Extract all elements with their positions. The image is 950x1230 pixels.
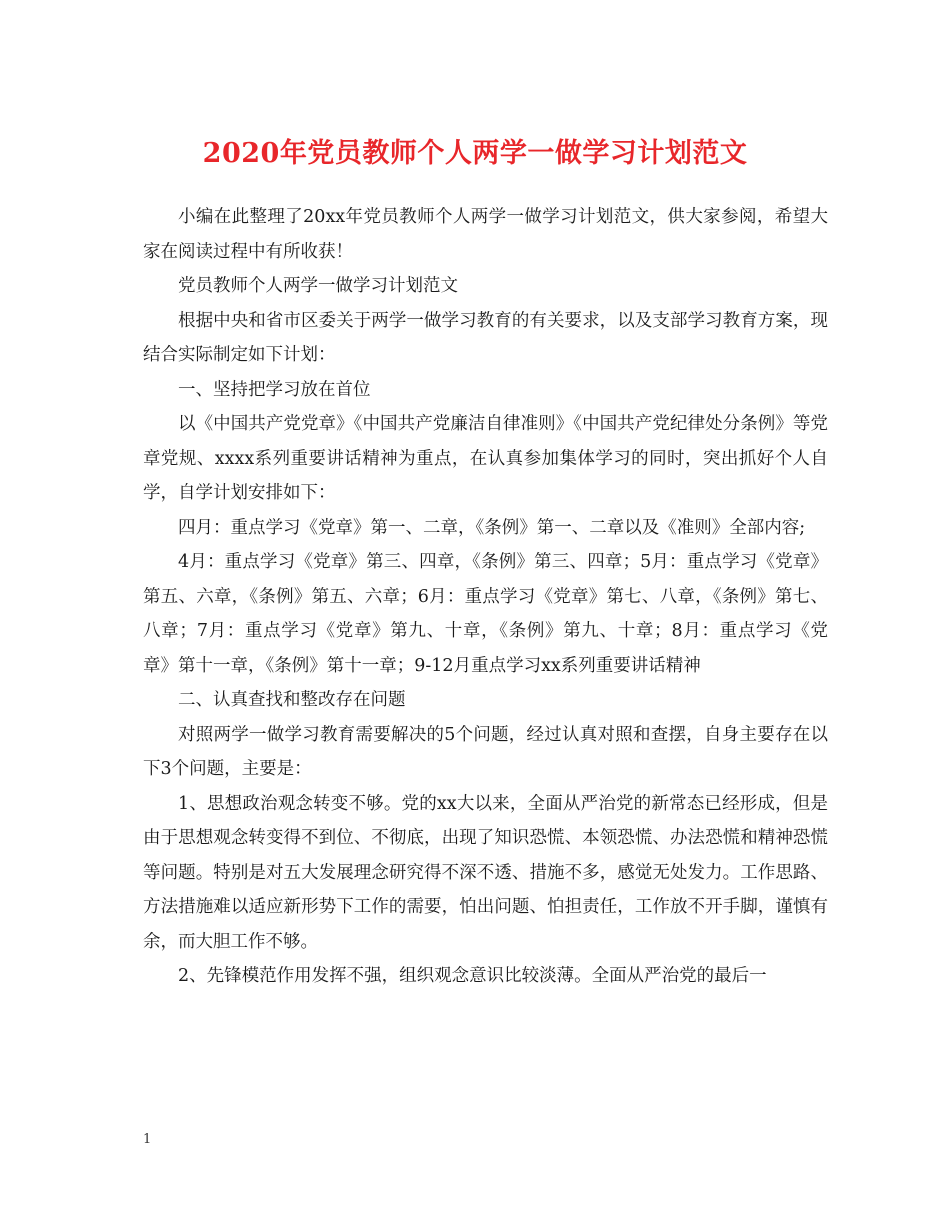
paragraph-study-focus: 以《中国共产党党章》《中国共产党廉洁自律准则》《中国共产党纪律处分条例》等党章党规、xxxx系列重要讲话精神为重点，在认真参加集体学习的同时，突出抓好个人自学，自学计划安排如下： xyxy=(143,414,828,503)
paragraph-problem-1: 1、思想政治观念转变不够。党的xx大以来，全面从严治党的新常态已经形成，但是由于思想观念转变得不到位、不彻底，出现了知识恐慌、本领恐慌、办法恐慌和精神恐慌等问题。特别是对五大发展理念研究得不深不透、措施不多，感觉无处发力。工作思路、方法措施难以适应新形势下工作的需要，怕出问题、怕担责任，工作放不开手脚，谨慎有余，而大胆工作不够。 xyxy=(143,793,828,952)
paragraph-basis: 根据中央和省市区委关于两学一做学习教育的有关要求，以及支部学习教育方案，现结合实际制定如下计划： xyxy=(143,310,828,365)
paragraph-intro: 小编在此整理了20xx年党员教师个人两学一做学习计划范文，供大家参阅，希望大家在阅读过程中有所收获！ xyxy=(143,207,828,262)
paragraph-april-plan: 四月：重点学习《党章》第一、二章，《条例》第一、二章以及《准则》全部内容; xyxy=(178,517,806,538)
paragraph-problems-intro: 对照两学一做学习教育需要解决的5个问题，经过认真对照和查摆，自身主要存在以下3个问题，主要是： xyxy=(143,724,828,779)
section-heading-1: 一、坚持把学习放在首位 xyxy=(178,379,371,400)
paragraph-subtitle: 党员教师个人两学一做学习计划范文 xyxy=(178,276,458,296)
paragraph-monthly-plan: 4月：重点学习《党章》第三、四章，《条例》第三、四章；5月：重点学习《党章》第五、六章，《条例》第五、六章；6月：重点学习《党章》第七、八章，《条例》第七、八章；7月：重点学习《党章》第九、十章，《条例》第九、十章；8月：重点学习《党章》第十一章，《条例》第十一章；9-12月重点学习xx系列重要讲话精神 xyxy=(143,552,828,676)
document-body xyxy=(143,200,828,994)
document-title: 2020年党员教师个人两学一做学习计划范文 xyxy=(202,138,748,169)
section-heading-2: 二、认真查找和整改存在问题 xyxy=(178,690,406,710)
page-number: 1 xyxy=(143,1132,152,1147)
paragraph-problem-2: 2、先锋模范作用发挥不强，组织观念意识比较淡薄。全面从严治党的最后一 xyxy=(178,966,767,986)
